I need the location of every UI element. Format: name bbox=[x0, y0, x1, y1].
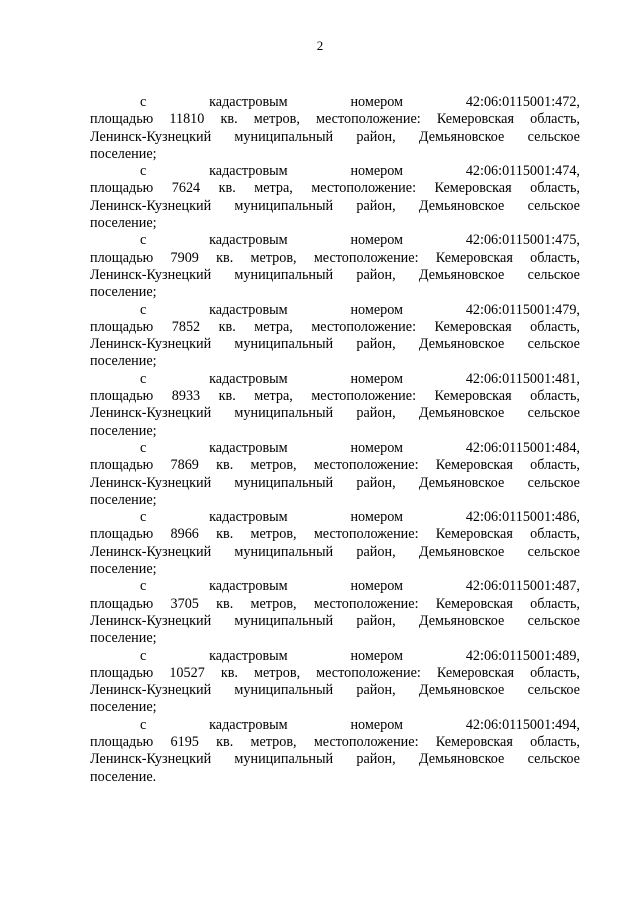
entry-location-label: местоположение: bbox=[313, 595, 419, 612]
entry-location-label: местоположение: bbox=[313, 249, 419, 266]
entry-line-2 bbox=[90, 180, 580, 197]
entry-district-3: район, bbox=[356, 612, 396, 629]
entry-line-2 bbox=[90, 457, 580, 474]
entry-region-2: область, bbox=[530, 457, 580, 474]
entry-district-3: район, bbox=[356, 682, 396, 699]
entry-line-1 bbox=[90, 302, 580, 319]
entry-region-2: область, bbox=[530, 733, 580, 750]
entry-line-3 bbox=[90, 267, 580, 284]
entry-word-cadastral: кадастровым bbox=[209, 163, 288, 180]
entry-settlement-2: сельское bbox=[527, 336, 580, 353]
entry-line-3 bbox=[90, 336, 580, 353]
entry-settlement-1: Демьяновское bbox=[418, 405, 505, 422]
entry-district-1: Ленинск-Кузнецкий bbox=[90, 474, 212, 491]
entry-settlement-1: Демьяновское bbox=[418, 612, 505, 629]
land-plot-entry bbox=[90, 163, 580, 232]
entry-cadastral-number: 42:06:0115001:475, bbox=[465, 232, 580, 249]
entry-prefix: с bbox=[140, 647, 147, 664]
entry-settlement-1: Демьяновское bbox=[418, 266, 505, 283]
entry-area-label: площадью bbox=[90, 180, 154, 197]
entry-tail: поселение; bbox=[90, 561, 157, 578]
entry-location-label: местоположение: bbox=[316, 111, 421, 128]
entry-unit-2: метров, bbox=[250, 733, 297, 750]
land-plot-entry bbox=[90, 578, 580, 647]
entry-district-2: муниципальный bbox=[234, 474, 334, 491]
entry-cadastral-number: 42:06:0115001:472, bbox=[465, 94, 580, 110]
entry-line-1 bbox=[90, 440, 580, 457]
entry-cadastral-number: 42:06:0115001:474, bbox=[465, 163, 580, 180]
entry-line-1 bbox=[90, 232, 580, 249]
entry-word-cadastral: кадастровым bbox=[209, 301, 288, 318]
entry-line-4 bbox=[90, 561, 580, 578]
entry-tail: поселение; bbox=[90, 353, 157, 370]
land-plot-entry bbox=[90, 94, 580, 163]
entry-line-1 bbox=[90, 509, 580, 526]
entry-unit-1: кв. bbox=[220, 664, 238, 681]
entry-word-number: номером bbox=[350, 509, 404, 526]
entry-line-3 bbox=[90, 198, 580, 215]
entry-line-3 bbox=[90, 613, 580, 630]
entry-settlement-1: Демьяновское bbox=[418, 474, 505, 491]
entry-unit-2: метров, bbox=[250, 457, 297, 474]
entry-district-3: район, bbox=[356, 266, 396, 283]
entry-district-2: муниципальный bbox=[234, 197, 334, 214]
land-plot-entry bbox=[90, 440, 580, 509]
entry-unit-2: метров, bbox=[250, 526, 297, 543]
entry-settlement-2: сельское bbox=[527, 612, 580, 629]
entry-settlement-2: сельское bbox=[527, 266, 580, 283]
entry-unit-2: метров, bbox=[254, 664, 301, 681]
entry-settlement-2: сельское bbox=[527, 543, 580, 560]
entry-area-value: 7624 bbox=[171, 180, 201, 197]
entry-unit-1: кв. bbox=[218, 180, 236, 197]
entry-settlement-2: сельское bbox=[527, 197, 580, 214]
entry-line-1 bbox=[90, 163, 580, 180]
entry-settlement-1: Демьяновское bbox=[418, 543, 505, 560]
entry-cadastral-number: 42:06:0115001:484, bbox=[465, 439, 580, 456]
entry-location-label: местоположение: bbox=[311, 388, 417, 405]
entry-area-label: площадью bbox=[90, 733, 154, 750]
entry-unit-1: кв. bbox=[218, 318, 236, 335]
entry-line-4 bbox=[90, 146, 580, 163]
entry-prefix: с bbox=[140, 232, 147, 249]
entry-unit-2: метра, bbox=[254, 388, 293, 405]
entry-word-cadastral: кадастровым bbox=[209, 232, 288, 249]
entry-location-label: местоположение: bbox=[313, 733, 419, 750]
entry-prefix: с bbox=[140, 94, 147, 110]
entry-unit-2: метров, bbox=[253, 111, 300, 128]
entry-region-1: Кемеровская bbox=[436, 111, 514, 128]
entry-settlement-2: сельское bbox=[527, 751, 580, 768]
entry-prefix: с bbox=[140, 439, 147, 456]
land-plot-entry bbox=[90, 232, 580, 301]
entry-line-2 bbox=[90, 250, 580, 267]
entry-area-label: площадью bbox=[90, 249, 154, 266]
entry-word-number: номером bbox=[350, 301, 404, 318]
entry-unit-1: кв. bbox=[218, 388, 236, 405]
entry-word-cadastral: кадастровым bbox=[209, 716, 288, 733]
document-body bbox=[90, 94, 580, 786]
entry-prefix: с bbox=[140, 716, 147, 733]
entry-region-1: Кемеровская bbox=[436, 664, 515, 681]
entry-region-2: область, bbox=[530, 388, 580, 405]
entry-line-3 bbox=[90, 405, 580, 422]
entry-location-label: местоположение: bbox=[313, 457, 419, 474]
entry-line-4 bbox=[90, 284, 580, 301]
entry-area-value: 8933 bbox=[171, 388, 201, 405]
entry-tail: поселение. bbox=[90, 768, 157, 785]
entry-prefix: с bbox=[140, 509, 147, 526]
entry-region-1: Кемеровская bbox=[435, 526, 513, 543]
entry-district-1: Ленинск-Кузнецкий bbox=[90, 128, 212, 145]
entry-cadastral-number: 42:06:0115001:481, bbox=[465, 370, 580, 387]
entry-line-2 bbox=[90, 526, 580, 543]
entry-word-number: номером bbox=[350, 647, 404, 664]
entry-prefix: с bbox=[140, 370, 147, 387]
entry-district-1: Ленинск-Кузнецкий bbox=[90, 405, 212, 422]
entry-cadastral-number: 42:06:0115001:486, bbox=[465, 509, 580, 526]
entry-area-label: площадью bbox=[90, 457, 154, 474]
entry-settlement-2: сельское bbox=[527, 405, 580, 422]
entry-unit-1: кв. bbox=[216, 249, 234, 266]
entry-region-1: Кемеровская bbox=[435, 457, 513, 474]
entry-line-1 bbox=[90, 94, 580, 111]
entry-region-2: область, bbox=[530, 595, 580, 612]
entry-line-2 bbox=[90, 665, 580, 682]
entry-region-1: Кемеровская bbox=[435, 733, 513, 750]
entry-word-number: номером bbox=[350, 94, 404, 110]
entry-district-3: район, bbox=[356, 336, 396, 353]
entry-district-1: Ленинск-Кузнецкий bbox=[90, 751, 212, 768]
entry-word-cadastral: кадастровым bbox=[209, 370, 288, 387]
land-plot-entry bbox=[90, 509, 580, 578]
entry-line-4 bbox=[90, 699, 580, 716]
entry-area-value: 11810 bbox=[169, 111, 205, 128]
entry-cadastral-number: 42:06:0115001:487, bbox=[465, 578, 580, 595]
entry-district-3: район, bbox=[356, 405, 396, 422]
entry-word-number: номером bbox=[350, 232, 404, 249]
entry-settlement-1: Демьяновское bbox=[418, 682, 505, 699]
entry-district-2: муниципальный bbox=[234, 128, 334, 145]
entry-settlement-1: Демьяновское bbox=[418, 197, 505, 214]
page-number: 2 bbox=[316, 38, 324, 53]
entry-settlement-1: Демьяновское bbox=[418, 128, 505, 145]
entry-district-1: Ленинск-Кузнецкий bbox=[90, 197, 212, 214]
entry-unit-2: метров, bbox=[250, 249, 297, 266]
entry-line-3 bbox=[90, 475, 580, 492]
entry-line-3 bbox=[90, 544, 580, 561]
entry-district-2: муниципальный bbox=[234, 543, 334, 560]
entry-cadastral-number: 42:06:0115001:479, bbox=[465, 301, 580, 318]
entry-word-cadastral: кадастровым bbox=[209, 509, 288, 526]
entry-area-value: 7852 bbox=[171, 318, 201, 335]
entry-word-number: номером bbox=[350, 370, 404, 387]
entry-settlement-1: Демьяновское bbox=[418, 336, 505, 353]
entry-line-3 bbox=[90, 682, 580, 699]
entry-settlement-2: сельское bbox=[527, 682, 580, 699]
entry-tail: поселение; bbox=[90, 215, 157, 232]
entry-tail: поселение; bbox=[90, 491, 157, 508]
entry-line-3 bbox=[90, 751, 580, 768]
entry-area-label: площадью bbox=[90, 664, 154, 681]
entry-tail: поселение; bbox=[90, 699, 157, 716]
entry-cadastral-number: 42:06:0115001:494, bbox=[465, 716, 580, 733]
entry-tail: поселение; bbox=[90, 284, 157, 301]
entry-word-number: номером bbox=[350, 163, 404, 180]
entry-unit-2: метра, bbox=[254, 180, 293, 197]
entry-word-cadastral: кадастровым bbox=[209, 578, 288, 595]
entry-line-1 bbox=[90, 648, 580, 665]
land-plot-entry bbox=[90, 717, 580, 786]
entry-district-2: муниципальный bbox=[234, 751, 334, 768]
entry-district-3: район, bbox=[356, 197, 396, 214]
entry-word-cadastral: кадастровым bbox=[209, 439, 288, 456]
entry-settlement-2: сельское bbox=[527, 474, 580, 491]
entry-area-value: 10527 bbox=[169, 664, 205, 681]
entry-line-2 bbox=[90, 319, 580, 336]
entry-area-value: 6195 bbox=[170, 733, 199, 750]
entry-region-1: Кемеровская bbox=[435, 249, 513, 266]
entry-district-1: Ленинск-Кузнецкий bbox=[90, 266, 212, 283]
entry-line-2 bbox=[90, 111, 580, 128]
entry-region-2: область, bbox=[530, 180, 580, 197]
entry-location-label: местоположение: bbox=[316, 664, 421, 681]
entry-region-1: Кемеровская bbox=[434, 388, 512, 405]
entry-area-value: 7869 bbox=[170, 457, 199, 474]
entry-region-1: Кемеровская bbox=[435, 595, 513, 612]
entry-word-number: номером bbox=[350, 439, 404, 456]
entry-district-2: муниципальный bbox=[234, 405, 334, 422]
entry-region-2: область, bbox=[530, 318, 580, 335]
entry-unit-1: кв. bbox=[220, 111, 238, 128]
entry-area-label: площадью bbox=[90, 111, 154, 128]
entry-word-number: номером bbox=[350, 578, 404, 595]
entry-district-1: Ленинск-Кузнецкий bbox=[90, 682, 212, 699]
entry-word-number: номером bbox=[350, 716, 404, 733]
entry-district-3: район, bbox=[356, 543, 396, 560]
entry-location-label: местоположение: bbox=[313, 526, 419, 543]
entry-region-1: Кемеровская bbox=[434, 180, 512, 197]
entry-line-2 bbox=[90, 734, 580, 751]
entry-tail: поселение; bbox=[90, 422, 157, 439]
entry-region-2: область, bbox=[530, 249, 580, 266]
entry-region-2: область, bbox=[530, 111, 580, 128]
entry-area-label: площадью bbox=[90, 595, 154, 612]
entry-area-value: 3705 bbox=[170, 595, 199, 612]
entry-location-label: местоположение: bbox=[311, 180, 417, 197]
entry-district-2: муниципальный bbox=[234, 682, 334, 699]
entry-district-3: район, bbox=[356, 751, 396, 768]
entry-district-2: муниципальный bbox=[234, 612, 334, 629]
entry-area-value: 7909 bbox=[170, 249, 199, 266]
entry-unit-1: кв. bbox=[216, 595, 234, 612]
entry-region-1: Кемеровская bbox=[434, 318, 512, 335]
entry-tail: поселение; bbox=[90, 630, 157, 647]
entry-line-4 bbox=[90, 215, 580, 232]
entry-unit-1: кв. bbox=[216, 526, 234, 543]
entry-unit-2: метров, bbox=[250, 595, 297, 612]
entry-area-label: площадью bbox=[90, 388, 154, 405]
entry-district-1: Ленинск-Кузнецкий bbox=[90, 336, 212, 353]
entry-settlement-1: Демьяновское bbox=[418, 751, 505, 768]
entry-unit-1: кв. bbox=[216, 733, 234, 750]
entry-location-label: местоположение: bbox=[311, 318, 417, 335]
entry-district-1: Ленинск-Кузнецкий bbox=[90, 543, 212, 560]
land-plot-entry bbox=[90, 648, 580, 717]
entry-prefix: с bbox=[140, 301, 147, 318]
entry-line-4 bbox=[90, 630, 580, 647]
entry-line-4 bbox=[90, 492, 580, 509]
entry-area-label: площадью bbox=[90, 318, 154, 335]
entry-district-1: Ленинск-Кузнецкий bbox=[90, 612, 212, 629]
entry-word-cadastral: кадастровым bbox=[209, 94, 288, 110]
land-plot-entry bbox=[90, 371, 580, 440]
entry-unit-1: кв. bbox=[216, 457, 234, 474]
entry-line-4 bbox=[90, 769, 580, 786]
entry-region-2: область, bbox=[530, 664, 580, 681]
entry-line-2 bbox=[90, 388, 580, 405]
entry-line-1 bbox=[90, 717, 580, 734]
entry-unit-2: метра, bbox=[254, 318, 293, 335]
entry-line-1 bbox=[90, 578, 580, 595]
entry-line-4 bbox=[90, 353, 580, 370]
entry-settlement-2: сельское bbox=[527, 128, 580, 145]
entry-tail: поселение; bbox=[90, 145, 157, 162]
entry-district-2: муниципальный bbox=[234, 266, 334, 283]
entry-area-value: 8966 bbox=[170, 526, 199, 543]
entry-prefix: с bbox=[140, 163, 147, 180]
entry-prefix: с bbox=[140, 578, 147, 595]
entry-line-1 bbox=[90, 371, 580, 388]
entry-word-cadastral: кадастровым bbox=[209, 647, 288, 664]
entry-line-2 bbox=[90, 596, 580, 613]
entry-cadastral-number: 42:06:0115001:489, bbox=[465, 647, 580, 664]
entry-region-2: область, bbox=[530, 526, 580, 543]
entry-district-3: район, bbox=[356, 128, 396, 145]
entry-line-4 bbox=[90, 423, 580, 440]
entry-district-3: район, bbox=[356, 474, 396, 491]
entry-area-label: площадью bbox=[90, 526, 154, 543]
entry-line-3 bbox=[90, 129, 580, 146]
entry-district-2: муниципальный bbox=[234, 336, 334, 353]
land-plot-entry bbox=[90, 302, 580, 371]
